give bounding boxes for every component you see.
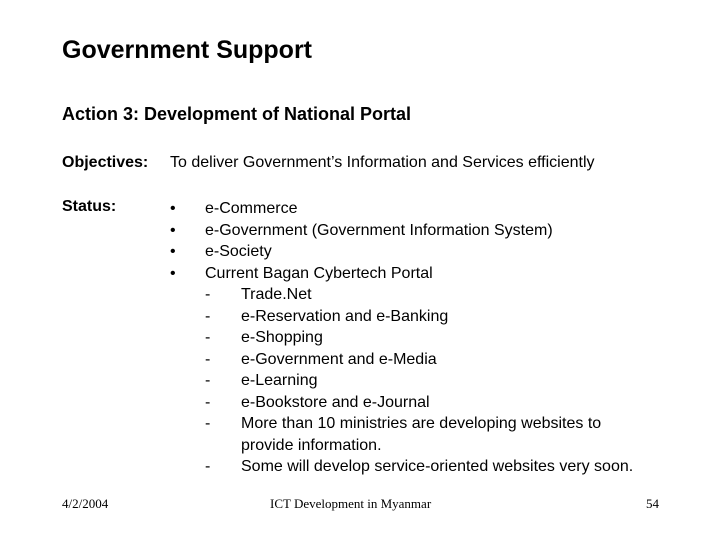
- sub-item-text: More than 10 ministries are developing websites to: [241, 415, 602, 432]
- dash-marker: -: [205, 415, 211, 432]
- bullet-text: e-Commerce: [205, 200, 298, 217]
- bullet-text: e-Society: [205, 243, 272, 260]
- dash-marker: -: [205, 329, 211, 346]
- dash-marker: -: [205, 372, 211, 389]
- sub-item-text: Trade.Net: [241, 286, 312, 303]
- bullet-marker: •: [170, 200, 176, 217]
- page-title: Government Support: [62, 36, 313, 64]
- bullet-text: e-Government (Government Information System): [205, 221, 553, 239]
- slide-subtitle: Action 3: Development of National Portal: [62, 104, 412, 124]
- footer-date: 4/2/2004: [62, 496, 109, 511]
- sub-item-text: Some will develop service-oriented websites very soon.: [241, 458, 634, 475]
- dash-marker: -: [205, 286, 211, 303]
- dash-marker: -: [205, 458, 211, 475]
- page-number: 54: [646, 496, 659, 511]
- sub-item-text: e-Shopping: [241, 329, 323, 346]
- status-label: Status:: [62, 198, 117, 215]
- dash-marker: -: [205, 393, 211, 411]
- bullet-marker: •: [170, 264, 176, 282]
- objectives-label: Objectives:: [62, 154, 149, 171]
- bullet-text: Current Bagan Cybertech Portal: [205, 264, 433, 282]
- footer-title: ICT Development in Myanmar: [270, 496, 432, 511]
- objectives-text: To deliver Government’s Information and Services efficiently: [170, 154, 595, 171]
- dash-marker: -: [205, 350, 211, 368]
- bullet-marker: •: [170, 243, 176, 260]
- sub-item-text: e-Reservation and e-Banking: [241, 307, 449, 325]
- bullet-marker: •: [170, 221, 176, 239]
- dash-marker: -: [205, 307, 211, 325]
- objectives-row: [62, 154, 595, 172]
- sub-item-text: e-Bookstore and e-Journal: [241, 393, 430, 411]
- sub-item-text: e-Government and e-Media: [241, 350, 437, 368]
- sub-item-text: provide information.: [241, 436, 382, 454]
- sub-item-text: e-Learning: [241, 372, 318, 389]
